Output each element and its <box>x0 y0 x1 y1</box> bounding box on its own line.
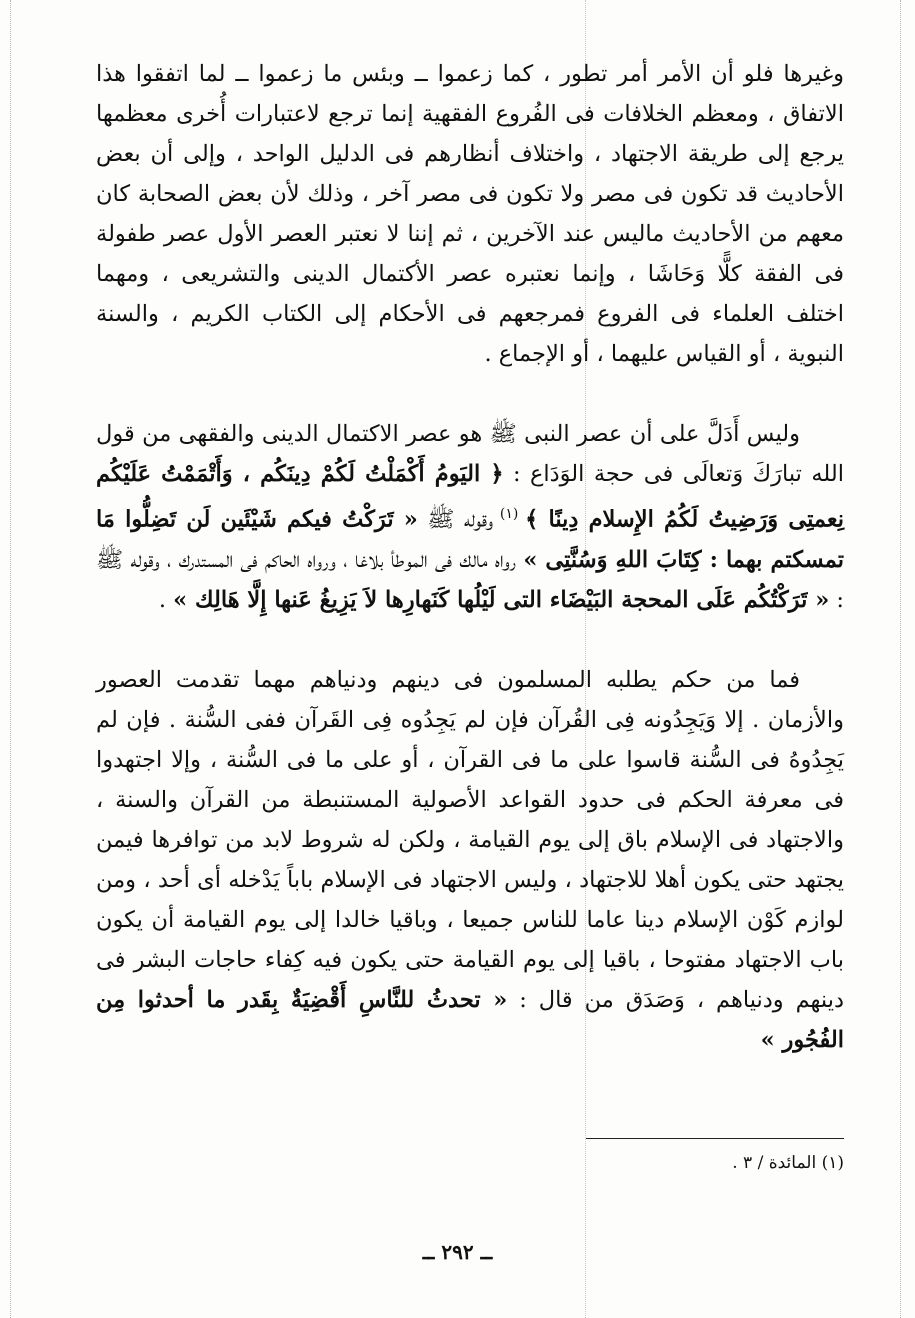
paragraph-3-text: فما من حكم يطلبه المسلمون فى دينهم ودنياهم مهما تقدمت العصور والأزمان . إلا وَيَجِدُونه فِى القُرآن فإن لم يَجِدُوه فِى القَرآن ففى السُّنة . فإن لم يَجِدُوهُ فى السُّنة قاسوا على ما فى القرآن ، أو على ما فى السُّنة ، وإلا اجتهدوا فى معرفة الحكم فى حدود القواعد الأصولية المستنبطة من القرآن والسنة ، والاجتهاد فى الإسلام باق إلى يوم القيامة ، ولكن له شروط لابد من توافرها فيمن يجتهد حتى يكون أهلا للاجتهاد ، وليس الاجتهاد فى الإسلام باباً يَدْخله أى أحد ، ومن لوازم كَوْن الإسلام دينا عاما للناس جميعا ، وباقيا خالدا إلى يوم القيامة أن يكون باب الاجتهاد مفتوحا ، باقيا إلى يوم القيامة حتى يكون فيه كِفاء حاجات البشر فى دينهم ودنياهم ، وَصَدَق من قال : <box>96 666 844 1013</box>
paragraph-2-text-a: وليس أَدَلَّ على أن عصر النبى ﷺ هو عصر الاكتمال الدينى والفقهى من قول الله تبارَكَ وَتعالَى فى حجة الوَدَاع : <box>96 421 844 487</box>
footnote-separator <box>586 1138 844 1139</box>
scan-edge-left <box>10 0 11 1318</box>
page-number: ــ ٢٩٢ ــ <box>422 1240 493 1264</box>
paragraph-2-text-b: وقوله ﷺ <box>417 506 494 533</box>
paragraph-1: وغيرها فلو أن الأمر أمر تطور ، كما زعموا ــ وبئس ما زعموا ــ لما اتفقوا هذا الاتفاق ، ومعظم الخلافات فى الفُروع الفقهية إنما ترجع لاعتبارات أُخرى معظمها يرجع إلى طريقة الاجتهاد ، واختلاف أنظارهم فى الدليل الواحد ، وإلى أن بعض الأحاديث قد تكون فى مصر ولا تكون فى مصر آخر ، وذلك لأن بعض الصحابة كان معهم من الأحاديث ماليس عند الآخرين ، ثم إننا لا نعتبر العصر الأول عصر طفولة فى الفقة كلًّا وَحَاشَا ، وإنما نعتبره عصر الأكتمال الدينى والتشريعى ، ومهما اختلف العلماء فى الفروع فمرجعهم فى الأحكام إلى الكتاب الكريم ، والسنة النبوية ، أو القياس عليهما ، أو الإجماع . <box>96 61 844 367</box>
footnote-marker: (١) <box>493 506 526 522</box>
closing-quote: « تحدثُ للنَّاسِ أَقْضِيَةٌ بِقَدر ما أحدثوا مِن الفُجُور » <box>96 986 844 1053</box>
footnote: (١) المائدة / ٣ . <box>732 1153 844 1173</box>
hadith-quote-2: « تَرَكْتُكُم عَلَى المحجة البَيْضَاء التى لَيْلُها كَنَهارِها لاَ يَزِيغُ عَنها إِلَّا هَالِك » <box>173 586 830 613</box>
quran-verse: ﴿ اليَومُ أَكْمَلْتُ لَكُمْ دِينَكُم ، وَأَتْمَمْتُ عَلَيْكُم نِعمتِى وَرَضِيتُ لَكُمُ الإِسلام دِينًا ﴾ <box>96 461 845 533</box>
hadith-quote-1: « تَرَكْتُ فيكم شَيْئَين لَن تَضِلُّوا مَا تمسكتم بهما : كِتَابَ اللهِ وَسُنَّتِى » <box>96 506 844 573</box>
main-text <box>96 54 844 1060</box>
paragraph-2 <box>96 414 844 620</box>
scan-edge-right <box>900 0 901 1318</box>
paragraph-3 <box>96 660 844 1060</box>
paragraph-2-text-c: رواه مالك فى الموطأ بلاغا ، ورواه الحاكم فى المستدرك ، وقوله ﷺ : <box>96 546 844 613</box>
paragraph-2-text-d: . <box>158 586 174 613</box>
